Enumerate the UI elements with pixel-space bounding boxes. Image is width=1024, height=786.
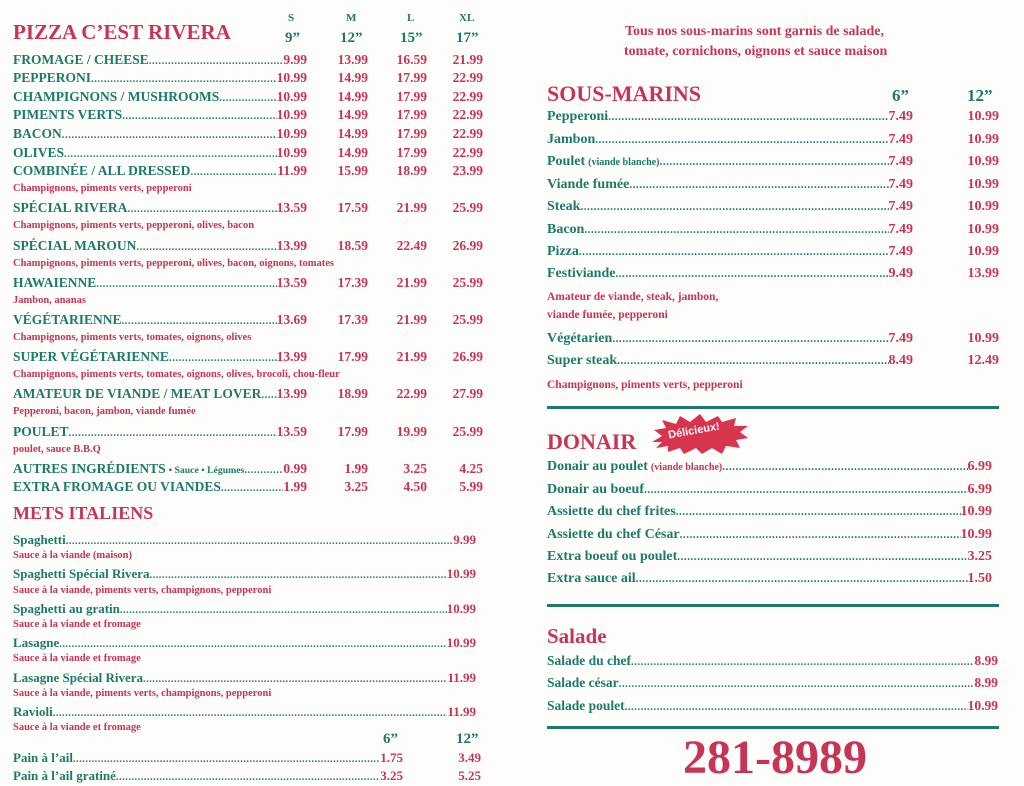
dot-leader <box>676 506 961 518</box>
size-m-letter: M <box>346 12 357 24</box>
item-price: 4.25 <box>459 460 483 476</box>
menu-item-row[interactable] <box>13 386 307 402</box>
dot-leader <box>219 92 276 104</box>
item-price: 22.99 <box>452 88 483 104</box>
item-price: 10.99 <box>967 222 999 238</box>
item-price: 7.49 <box>888 109 913 125</box>
dot-leader <box>595 134 888 146</box>
item-price: 6.99 <box>967 481 992 497</box>
item-price: 13.59 <box>276 274 307 290</box>
item-name: Pain à l’ail <box>13 749 73 765</box>
dot-leader <box>644 484 968 496</box>
item-price: 3.25 <box>967 548 992 564</box>
item-name: POULET <box>13 423 69 439</box>
item-description: Pepperoni, bacon, jambon, viande fumée <box>13 406 196 418</box>
item-price: 16.59 <box>396 51 427 67</box>
item-description: viande fumée, pepperoni <box>547 309 668 321</box>
item-name: AUTRES INGRÉDIENTS <box>13 460 166 476</box>
item-name: OLIVES <box>13 144 65 160</box>
item-price: 14.99 <box>337 88 368 104</box>
item-price: 3.25 <box>380 767 403 783</box>
dot-leader <box>122 110 276 122</box>
menu-item-row[interactable] <box>547 177 913 193</box>
item-description: Champignons, piments verts, pepperoni <box>547 379 743 391</box>
item-price: 21.99 <box>396 274 427 290</box>
item-price: 10.99 <box>276 70 307 86</box>
item-description: Sauce à la viande et fromage <box>13 619 141 630</box>
item-name: Lasagne <box>13 635 60 651</box>
dot-leader <box>680 529 961 541</box>
item-price: 3.25 <box>403 460 427 476</box>
item-name: Donair au boeuf <box>547 481 644 497</box>
menu-item-row[interactable] <box>547 331 913 347</box>
item-name: HAWAIENNE <box>13 274 97 290</box>
item-name: Poulet <box>547 154 586 170</box>
menu-item-row[interactable] <box>547 675 998 691</box>
item-name: Salade césar <box>547 675 619 691</box>
item-description: Sauce à la viande (maison) <box>13 550 133 562</box>
item-price: 0.99 <box>283 460 307 476</box>
dot-leader <box>59 639 447 650</box>
item-price: 13.59 <box>276 423 307 439</box>
item-price: 18.99 <box>396 163 427 179</box>
dot-leader <box>615 268 888 280</box>
item-name: Assiette du chef frites <box>547 504 676 520</box>
item-price: 13.99 <box>337 51 368 67</box>
dot-leader <box>617 355 888 367</box>
pain-size-12: 12” <box>456 731 479 747</box>
divider <box>547 726 999 729</box>
item-price: 7.49 <box>888 132 913 148</box>
menu-item-row[interactable] <box>13 238 307 254</box>
item-price: 7.49 <box>888 331 913 347</box>
item-price: 25.99 <box>452 274 483 290</box>
item-price: 13.69 <box>276 312 307 328</box>
item-price: 22.99 <box>452 144 483 160</box>
item-price: 17.99 <box>396 70 427 86</box>
item-price: 19.99 <box>396 423 427 439</box>
menu-item-row[interactable] <box>13 424 307 440</box>
mets-italiens-title: METS ITALIENS <box>13 503 154 523</box>
menu-item-row[interactable] <box>547 504 992 520</box>
menu-item-row[interactable] <box>547 698 998 714</box>
item-price: 25.99 <box>452 312 483 328</box>
sousmarins-intro-line1: Tous nos sous-marins sont garnis de salade, <box>625 24 884 39</box>
item-price: 3.49 <box>458 749 481 765</box>
dot-leader <box>261 389 276 401</box>
menu-item-row[interactable] <box>547 459 992 475</box>
menu-item-row[interactable] <box>13 349 307 365</box>
dot-leader <box>579 246 889 258</box>
menu-item-row[interactable] <box>13 768 403 784</box>
item-description: Champignons, piments verts, pepperoni <box>13 183 192 195</box>
dot-leader <box>62 129 277 141</box>
menu-item-row[interactable] <box>13 163 307 179</box>
item-name: COMBINÉE / ALL DRESSED <box>13 163 191 179</box>
item-note: • Sauce • Légumes <box>168 464 245 476</box>
item-price: 21.99 <box>396 349 427 365</box>
item-name: AMATEUR DE VIANDE / MEAT LOVER <box>13 386 262 402</box>
item-price: 21.99 <box>396 312 427 328</box>
item-name: Salade poulet <box>547 697 625 713</box>
item-price: 10.99 <box>446 635 476 651</box>
menu-item-row[interactable] <box>547 549 992 565</box>
item-price: 13.99 <box>967 266 999 282</box>
divider <box>547 604 999 607</box>
item-price: 22.49 <box>396 237 427 253</box>
item-name: BACON <box>13 126 62 142</box>
item-price: 10.99 <box>967 697 998 713</box>
dot-leader <box>122 315 277 327</box>
item-price: 5.25 <box>458 767 481 783</box>
item-price: 17.99 <box>337 349 368 365</box>
menu-item-row[interactable] <box>547 653 998 669</box>
item-price: 10.99 <box>967 177 999 193</box>
dot-leader <box>127 203 276 215</box>
item-price: 15.99 <box>337 163 368 179</box>
dot-leader <box>143 674 447 685</box>
size-xl-letter: XL <box>459 12 475 24</box>
dot-leader <box>69 427 277 439</box>
menu-item-row[interactable] <box>13 126 307 142</box>
item-price: 17.59 <box>337 200 368 216</box>
item-price: 10.99 <box>276 144 307 160</box>
menu-item-row[interactable] <box>13 635 476 651</box>
item-name: CHAMPIGNONS / MUSHROOMS <box>13 88 220 104</box>
item-price: 22.99 <box>452 126 483 142</box>
menu-item-row[interactable] <box>13 89 307 105</box>
dot-leader <box>73 754 380 765</box>
sousmarins-size-12: 12” <box>967 86 993 105</box>
item-price: 14.99 <box>337 144 368 160</box>
item-price: 25.99 <box>452 423 483 439</box>
item-price: 8.99 <box>974 652 998 668</box>
item-name: Steak <box>547 199 581 215</box>
item-price: 9.99 <box>283 51 307 67</box>
item-name: SUPER VÉGÉTARIENNE <box>13 349 169 365</box>
item-name: Spaghetti au gratin <box>13 600 120 616</box>
pain-size-6: 6” <box>383 731 398 747</box>
menu-item-row[interactable] <box>547 482 992 498</box>
item-price: 11.99 <box>447 669 476 685</box>
item-name: Extra sauce ail <box>547 571 636 587</box>
item-name: VÉGÉTARIENNE <box>13 312 122 328</box>
dot-leader <box>91 73 277 85</box>
item-price: 10.99 <box>446 566 476 582</box>
item-name: PIMENTS VERTS <box>13 107 123 123</box>
menu-item-row[interactable] <box>13 107 307 123</box>
item-name: Salade du chef <box>547 652 632 668</box>
dot-leader <box>190 166 277 178</box>
item-price: 9.99 <box>453 531 476 547</box>
menu-item-row[interactable] <box>547 244 913 260</box>
item-description: Jambon, ananas <box>13 294 86 306</box>
item-price: 13.99 <box>276 237 307 253</box>
item-price: 10.99 <box>967 154 999 170</box>
dot-leader <box>722 461 967 473</box>
item-price: 10.99 <box>967 244 999 260</box>
dot-leader <box>612 333 888 345</box>
item-name: Jambon <box>547 132 596 148</box>
dot-leader <box>625 701 968 713</box>
salade-title: Salade <box>547 624 607 648</box>
item-price: 14.99 <box>337 70 368 86</box>
item-price: 23.99 <box>452 163 483 179</box>
item-name: Lasagne Spécial Rivera <box>13 669 143 685</box>
menu-item-row[interactable] <box>13 670 476 686</box>
phone-number: 281-8989 <box>683 731 867 784</box>
menu-item-row[interactable] <box>13 145 307 161</box>
menu-item-row[interactable] <box>13 52 307 68</box>
item-description: Amateur de viande, steak, jambon, <box>547 291 719 303</box>
dot-leader <box>149 55 284 67</box>
item-price: 6.99 <box>967 459 992 475</box>
dot-leader <box>631 656 974 668</box>
divider <box>547 406 999 409</box>
item-price: 8.49 <box>888 353 913 369</box>
item-name: Végétarien <box>547 331 613 347</box>
item-price: 1.75 <box>380 749 403 765</box>
sousmarins-size-6: 6” <box>892 86 909 105</box>
menu-item-row[interactable] <box>13 479 307 495</box>
item-name: PEPPERONI <box>13 70 92 86</box>
item-name: Extra boeuf ou poulet <box>547 548 678 564</box>
item-price: 1.99 <box>283 479 307 495</box>
item-price: 11.99 <box>277 163 307 179</box>
menu-item-row[interactable] <box>13 601 476 617</box>
item-note: (viande blanche) <box>588 157 660 169</box>
sousmarins-title: SOUS-MARINS <box>547 81 702 106</box>
size-s-inch: 9” <box>285 30 300 46</box>
item-price: 11.99 <box>447 703 476 719</box>
menu-item-row[interactable] <box>13 566 476 582</box>
item-price: 17.39 <box>337 312 368 328</box>
item-name: Spaghetti Spécial Rivera <box>13 566 150 582</box>
menu-item-row[interactable] <box>547 154 913 170</box>
item-price: 5.99 <box>459 479 483 495</box>
item-name: FROMAGE / CHEESE <box>13 51 149 67</box>
item-price: 10.99 <box>276 126 307 142</box>
item-name: Pepperoni <box>547 109 609 125</box>
item-description: Sauce à la viande, piments verts, champignons, pepperoni <box>13 687 272 699</box>
item-price: 26.99 <box>452 349 483 365</box>
item-name: Bacon <box>547 222 585 238</box>
pizza-title: PIZZA C’EST RIVERA <box>13 20 231 44</box>
item-price: 25.99 <box>452 200 483 216</box>
badge-text: Délicieux! <box>667 420 721 442</box>
item-price: 17.39 <box>337 274 368 290</box>
dot-leader <box>660 156 889 168</box>
item-name: Ravioli <box>13 703 53 719</box>
item-price: 17.99 <box>396 144 427 160</box>
menu-item-row[interactable] <box>547 199 913 215</box>
menu-item-row[interactable] <box>547 571 992 587</box>
dot-leader <box>136 241 276 253</box>
item-description: Sauce à la viande, piments verts, champignons, pepperoni <box>13 584 272 596</box>
dot-leader <box>608 111 888 123</box>
donair-title: DONAIR <box>547 429 637 454</box>
menu-item-row[interactable] <box>13 275 307 291</box>
item-price: 10.99 <box>967 132 999 148</box>
menu-item-row[interactable] <box>547 222 913 238</box>
item-price: 21.99 <box>452 51 483 67</box>
menu-item-row[interactable] <box>13 704 476 720</box>
size-l-letter: L <box>407 12 415 24</box>
item-price: 10.99 <box>967 109 999 125</box>
menu-item-row[interactable] <box>547 353 913 369</box>
delicieux-badge <box>650 412 750 456</box>
item-price: 18.99 <box>337 386 368 402</box>
item-price: 12.49 <box>967 353 999 369</box>
dot-leader <box>96 278 276 290</box>
item-description: Champignons, piments verts, tomates, oignons, olives <box>13 332 252 343</box>
item-description: poulet, sauce B.B.Q <box>13 443 101 455</box>
item-price: 7.49 <box>888 177 913 193</box>
item-description: Sauce à la viande et fromage <box>13 653 141 665</box>
item-price: 13.99 <box>276 386 307 402</box>
item-price: 17.99 <box>396 107 427 123</box>
menu-item-row[interactable] <box>13 461 307 477</box>
dot-leader <box>53 708 448 719</box>
item-price: 10.99 <box>967 199 999 215</box>
item-price: 27.99 <box>452 386 483 402</box>
menu-item-row[interactable] <box>547 109 913 125</box>
item-price: 10.99 <box>446 600 476 616</box>
size-m-inch: 12” <box>340 30 363 46</box>
item-name: EXTRA FROMAGE OU VIANDES <box>13 479 221 495</box>
item-price: 8.99 <box>974 675 998 691</box>
item-price: 7.49 <box>888 199 913 215</box>
dot-leader <box>580 201 888 213</box>
item-description: Sauce à la viande et fromage <box>13 722 141 734</box>
item-name: Pizza <box>547 244 579 260</box>
item-name: Assiette du chef César <box>547 526 680 542</box>
dot-leader <box>244 464 283 476</box>
item-price: 17.99 <box>396 88 427 104</box>
item-price: 22.99 <box>396 386 427 402</box>
item-price: 3.25 <box>344 479 368 495</box>
item-price: 13.99 <box>276 349 307 365</box>
dot-leader <box>66 536 454 547</box>
menu-item-row[interactable] <box>547 527 992 543</box>
item-price: 7.49 <box>888 244 913 260</box>
item-price: 14.99 <box>337 126 368 142</box>
item-name: SPÉCIAL MAROUN <box>13 237 137 253</box>
item-price: 21.99 <box>396 200 427 216</box>
dot-leader <box>677 551 967 563</box>
item-price: 10.99 <box>276 107 307 123</box>
item-price: 10.99 <box>960 504 992 520</box>
item-price: 17.99 <box>396 126 427 142</box>
menu-item-row[interactable] <box>13 200 307 216</box>
item-price: 22.99 <box>452 107 483 123</box>
item-name: Pain à l’ail gratiné <box>13 767 116 783</box>
item-price: 10.99 <box>960 526 992 542</box>
item-price: 18.59 <box>337 237 368 253</box>
item-name: SPÉCIAL RIVERA <box>13 200 128 216</box>
item-description: Champignons, piments verts, pepperoni, olives, bacon, oignons, tomates <box>13 257 334 269</box>
item-name: Festiviande <box>547 266 616 282</box>
dot-leader <box>629 179 888 191</box>
item-description: Champignons, piments verts, pepperoni, olives, bacon <box>13 220 255 232</box>
dot-leader <box>584 224 888 236</box>
dot-leader <box>636 573 968 585</box>
dot-leader <box>169 352 277 364</box>
menu-item-row[interactable] <box>13 312 307 328</box>
item-note: (viande blanche) <box>650 462 723 474</box>
item-name: Viande fumée <box>547 177 630 193</box>
item-price: 26.99 <box>452 237 483 253</box>
item-price: 7.49 <box>888 154 913 170</box>
size-l-inch: 15” <box>400 30 423 46</box>
dot-leader <box>116 772 380 783</box>
item-price: 1.50 <box>967 571 992 587</box>
item-price: 17.99 <box>337 423 368 439</box>
item-name: Spaghetti <box>13 531 66 547</box>
item-price: 4.50 <box>403 479 427 495</box>
sousmarins-intro-line2: tomate, cornichons, oignons et sauce maison <box>624 44 888 59</box>
menu-item-row[interactable] <box>13 532 476 548</box>
item-price: 22.99 <box>452 70 483 86</box>
dot-leader <box>221 482 283 494</box>
item-price: 1.99 <box>344 460 368 476</box>
dot-leader <box>120 605 447 616</box>
menu-item-row[interactable] <box>13 750 403 766</box>
item-price: 13.59 <box>276 200 307 216</box>
size-s-letter: S <box>288 12 295 24</box>
item-name: Super steak <box>547 353 618 369</box>
menu-item-row[interactable] <box>13 70 307 86</box>
dot-leader <box>150 570 447 581</box>
size-xl-inch: 17” <box>456 30 479 46</box>
item-price: 10.99 <box>967 331 999 347</box>
item-name: Donair au poulet <box>547 459 648 475</box>
item-price: 7.49 <box>888 222 913 238</box>
item-description: Champignons, piments verts, tomates, oignons, olives, brocoli, chou-fleur <box>13 369 340 381</box>
item-price: 9.49 <box>888 266 913 282</box>
dot-leader <box>64 148 277 160</box>
item-price: 14.99 <box>337 107 368 123</box>
item-price: 10.99 <box>276 88 307 104</box>
menu-item-row[interactable] <box>547 266 913 282</box>
dot-leader <box>619 678 975 690</box>
menu-item-row[interactable] <box>547 132 913 148</box>
